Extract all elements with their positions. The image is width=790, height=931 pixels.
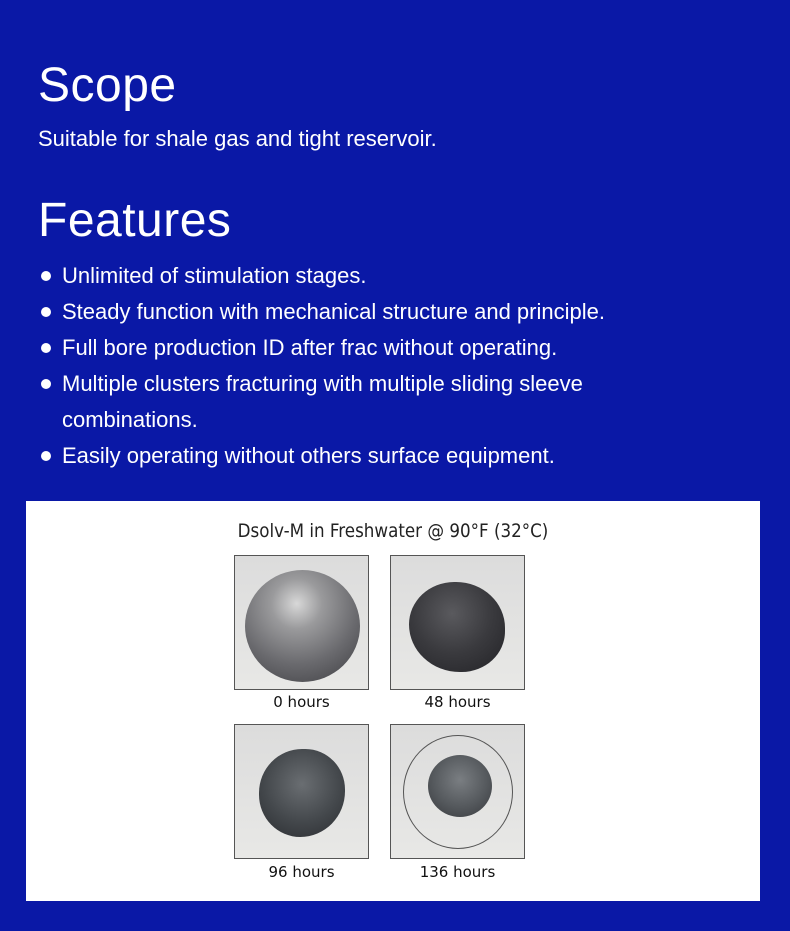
metal-ball-image [245, 570, 360, 682]
scope-title: Scope [38, 59, 177, 112]
dissolution-figure [26, 501, 760, 901]
feature-item: Steady function with mechanical structure and principle. [38, 294, 738, 330]
features-list [38, 258, 738, 474]
features-title: Features [38, 194, 232, 247]
photo-48-hours [390, 555, 525, 690]
bullet-icon [41, 379, 51, 389]
photo-96-hours [234, 724, 369, 859]
feature-item: Full bore production ID after frac without operating. [38, 330, 738, 366]
dissolving-ball-image [428, 755, 492, 817]
photo-caption: 136 hours [419, 863, 496, 881]
photo-136-hours [390, 724, 525, 859]
bullet-icon [41, 307, 51, 317]
bullet-icon [41, 451, 51, 461]
photo-caption: 0 hours [273, 693, 330, 711]
photo-caption: 48 hours [424, 693, 491, 711]
dissolving-ball-image [409, 582, 505, 672]
photo-caption: 96 hours [268, 863, 335, 881]
feature-item: Unlimited of stimulation stages. [38, 258, 738, 294]
feature-item: Easily operating without others surface equipment. [38, 438, 738, 474]
bullet-icon [41, 271, 51, 281]
photo-0-hours [234, 555, 369, 690]
feature-item: Multiple clusters fracturing with multiple sliding sleeve combinations. [38, 366, 682, 438]
bullet-icon [41, 343, 51, 353]
figure-title: Dsolv-M in Freshwater @ 90°F (32°C) [237, 520, 549, 542]
scope-description: Suitable for shale gas and tight reservoir. [38, 126, 437, 151]
dissolving-ball-image [259, 749, 345, 837]
